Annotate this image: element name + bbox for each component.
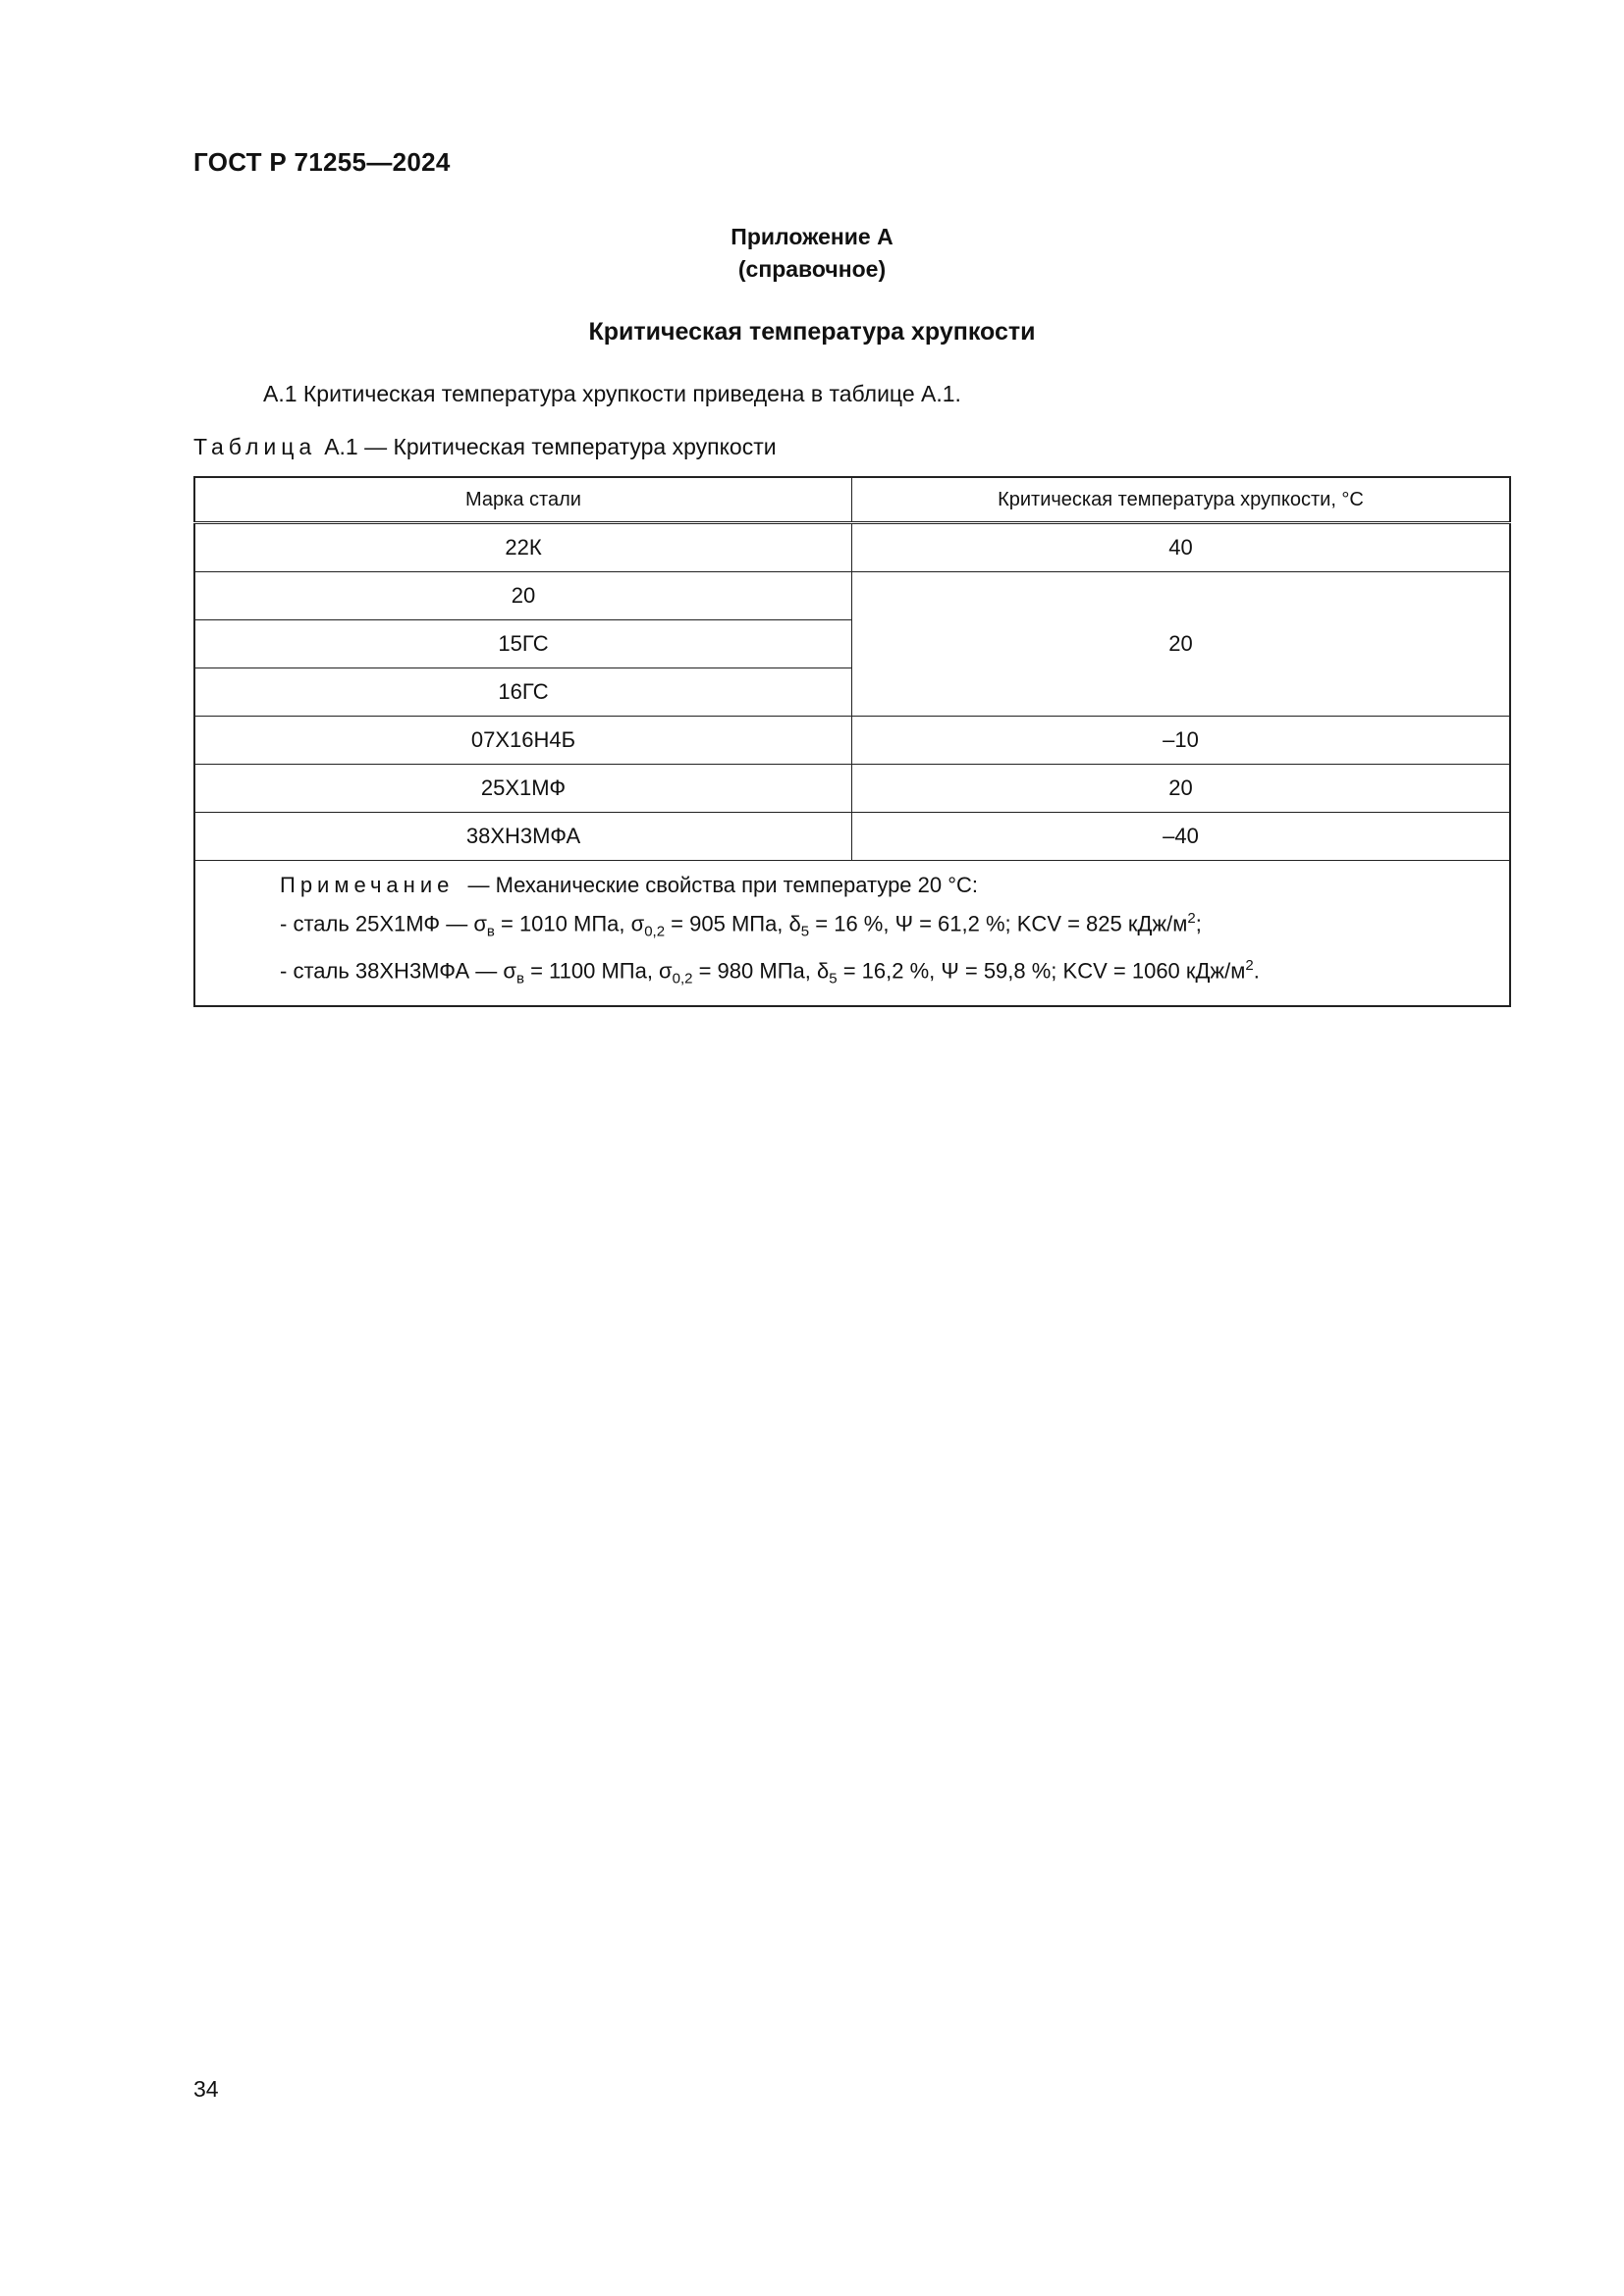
temperature-cell: –10 <box>852 717 1511 765</box>
note-text: - сталь 25Х1МФ — σ <box>280 911 487 936</box>
note-superscript: 2 <box>1187 910 1196 927</box>
table-row <box>194 572 1510 620</box>
table-note-row <box>194 861 1510 1007</box>
note-intro <box>280 869 1509 902</box>
column-header-temperature: Критическая температура хрупкости, °С <box>852 477 1511 523</box>
steel-grade-cell: 16ГС <box>194 668 852 717</box>
paragraph-a1: А.1 Критическая температура хрупкости приведена в таблице А.1. <box>263 381 961 406</box>
table-caption-prefix: Таблица <box>193 434 317 459</box>
note-text: = 16,2 %, Ψ = 59,8 %; KCV = 1060 кДж/м <box>837 958 1246 984</box>
section-title: Критическая температура хрупкости <box>588 318 1036 346</box>
temperature-cell: 40 <box>852 523 1511 572</box>
steel-grade-cell: 25Х1МФ <box>194 765 852 813</box>
table-note <box>194 861 1510 1007</box>
page-number: 34 <box>193 2076 219 2102</box>
table-caption <box>193 434 777 460</box>
document-code: ГОСТ Р 71255—2024 <box>193 147 451 177</box>
steel-grade-cell: 07Х16Н4Б <box>194 717 852 765</box>
note-subscript: 5 <box>829 970 838 988</box>
table-caption-text: А.1 — Критическая температура хрупкости <box>324 434 777 459</box>
temperature-cell-merged: 20 <box>852 572 1511 717</box>
steel-grade-cell: 20 <box>194 572 852 620</box>
table-header-row <box>194 477 1510 523</box>
temperature-cell: –40 <box>852 813 1511 861</box>
note-label: Примечание <box>280 873 455 897</box>
temperature-cell: 20 <box>852 765 1511 813</box>
column-header-steel: Марка стали <box>194 477 852 523</box>
note-subscript: в <box>486 923 495 940</box>
note-text: = 1010 МПа, σ <box>494 911 645 936</box>
note-text: = 980 МПа, δ <box>692 958 830 984</box>
note-subscript: 0,2 <box>644 923 666 940</box>
note-line-38xn3mfa <box>280 949 1509 996</box>
steel-grade-cell: 22К <box>194 523 852 572</box>
steel-grade-cell: 38ХН3МФА <box>194 813 852 861</box>
appendix-subtitle: (справочное) <box>737 256 887 282</box>
note-intro-text: — Механические свойства при температуре 20 °С: <box>467 873 979 897</box>
critical-temperature-table <box>193 476 1511 1007</box>
appendix-title: Приложение А <box>731 224 893 249</box>
table-row <box>194 523 1510 572</box>
note-text: . <box>1253 958 1260 984</box>
note-text: = 1100 МПа, σ <box>523 958 673 984</box>
table-row <box>194 717 1510 765</box>
table-row <box>194 813 1510 861</box>
note-text: = 16 %, Ψ = 61,2 %; KCV = 825 кДж/м <box>809 911 1188 936</box>
steel-grade-cell: 15ГС <box>194 620 852 668</box>
note-text: = 905 МПа, δ <box>665 911 801 936</box>
table-row <box>194 765 1510 813</box>
note-text: ; <box>1195 911 1202 936</box>
note-subscript: 0,2 <box>672 970 693 988</box>
note-superscript: 2 <box>1245 956 1254 974</box>
note-line-25x1mf <box>280 902 1509 949</box>
note-subscript: в <box>515 970 524 988</box>
note-text: - сталь 38ХН3МФА — σ <box>280 958 516 984</box>
note-subscript: 5 <box>800 923 810 940</box>
